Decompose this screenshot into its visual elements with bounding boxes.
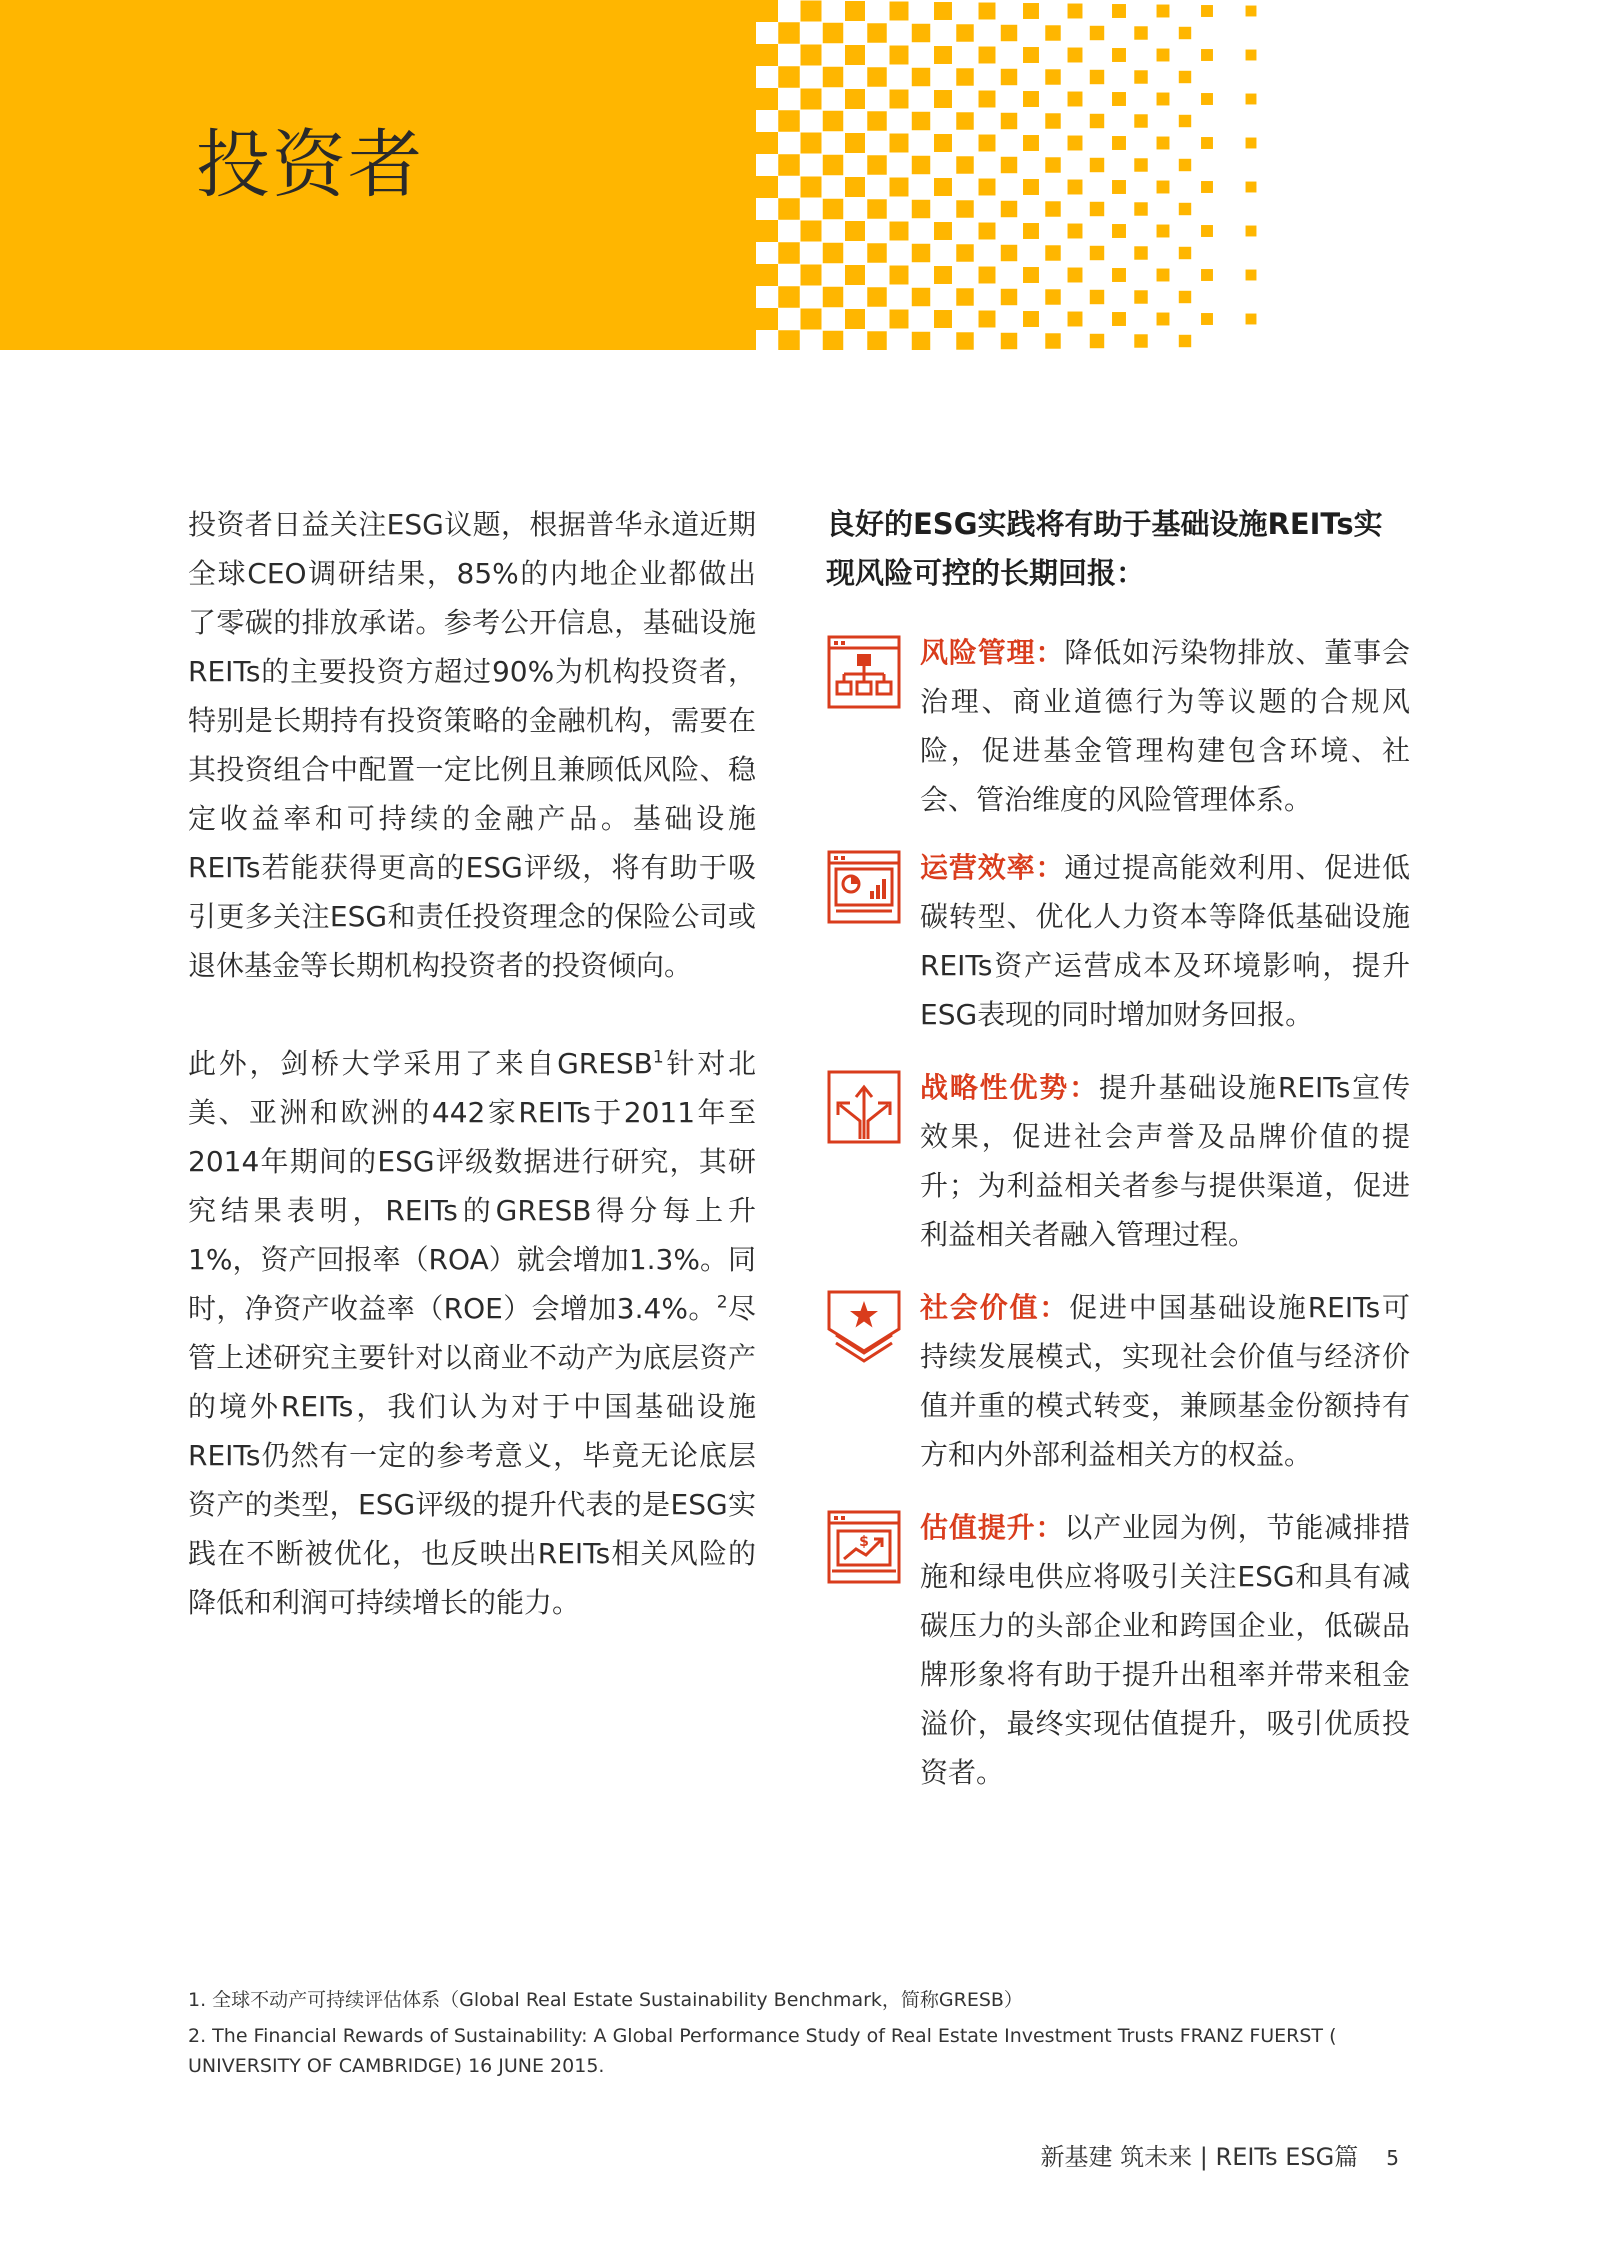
pattern-square (1068, 180, 1083, 195)
pattern-square (1246, 182, 1257, 193)
footnote-2: 2. The Financial Rewards of Sustainability: A Global Performance Study of Real Estate Investment Trusts FRANZ FUERST ( UNIVERSITY OF CAMBRIDGE) 16 JUNE 2015. (188, 2025, 1337, 2077)
pattern-square (756, 0, 778, 22)
pattern-square (1045, 113, 1060, 128)
pattern-square (1201, 49, 1213, 61)
pattern-square (912, 156, 930, 174)
star-chevron-badge-icon (826, 1289, 902, 1365)
pattern-square (1068, 224, 1083, 239)
left-column (188, 500, 756, 1627)
pattern-square (912, 332, 930, 350)
pattern-square (1134, 26, 1147, 39)
pattern-square (1134, 158, 1147, 171)
laptop-growth-icon (826, 1509, 902, 1585)
pattern-square (867, 287, 886, 306)
pattern-square (756, 88, 778, 110)
pattern-square (801, 265, 822, 286)
pattern-square (845, 1, 865, 21)
pattern-square (1045, 157, 1060, 172)
pattern-square (1023, 311, 1039, 327)
pattern-square (934, 178, 952, 196)
pattern-square (778, 198, 799, 219)
pattern-square (1134, 334, 1147, 347)
pattern-square (1090, 334, 1104, 348)
pattern-square (979, 267, 996, 284)
pattern-square (1001, 201, 1017, 217)
pattern-square (778, 110, 799, 131)
pattern-square (1201, 137, 1213, 149)
pattern-square (956, 200, 973, 217)
pattern-square (801, 177, 822, 198)
pattern-square (956, 156, 973, 173)
pattern-square (1246, 50, 1257, 61)
pattern-square (801, 309, 822, 330)
pattern-square (845, 265, 865, 285)
presentation-board-icon (826, 849, 902, 925)
pattern-square (823, 199, 843, 219)
pattern-square (1112, 48, 1126, 62)
pattern-square (1068, 4, 1083, 19)
pattern-square (1134, 70, 1147, 83)
pattern-square (1157, 225, 1170, 238)
pattern-square (890, 46, 909, 65)
pattern-square (934, 134, 952, 152)
pattern-square (1246, 314, 1257, 325)
pattern-square (845, 45, 865, 65)
benefit-text: 估值提升：以产业园为例，节能减排措施和绿电供应将吸引关注ESG和具有减碳压力的头部企业和跨国企业，低碳品牌形象将有助于提升出租率并带来租金溢价，最终实现估值提升，吸引优质投资者。 (920, 1511, 1410, 1789)
pattern-square (979, 3, 996, 20)
pattern-square (778, 330, 799, 350)
pattern-square (867, 243, 886, 262)
pattern-square (1179, 159, 1191, 171)
pattern-square (801, 45, 822, 66)
pattern-square (956, 24, 973, 41)
pattern-square (1090, 114, 1104, 128)
pattern-square (934, 310, 952, 328)
pattern-square (1090, 158, 1104, 172)
benefit-text: 战略性优势：提升基础设施REITs宣传效果，促进社会声誉及品牌价值的提升；为利益相关者参与提供渠道，促进利益相关者融入管理过程。 (920, 1071, 1410, 1251)
pattern-square (756, 308, 778, 330)
pattern-square (756, 44, 778, 66)
pattern-square (1179, 291, 1191, 303)
pattern-square (823, 331, 843, 350)
footnotes (188, 1985, 1398, 2087)
pattern-square (1023, 267, 1039, 283)
pattern-square (778, 286, 799, 307)
pattern-square (823, 67, 843, 87)
pattern-square (1068, 312, 1083, 327)
benefits-heading: 良好的ESG实践将有助于基础设施REITs实现风险可控的长期回报： (826, 507, 1383, 590)
pattern-square (890, 134, 909, 153)
pattern-square (912, 244, 930, 262)
pattern-square (912, 112, 930, 130)
pattern-square (1246, 226, 1257, 237)
pattern-square (979, 223, 996, 240)
pattern-square (778, 66, 799, 87)
pattern-square (1246, 138, 1257, 149)
pattern-square (867, 331, 886, 350)
footnote-ref-2: 2 (716, 1292, 728, 1313)
pattern-square (1001, 25, 1017, 41)
pattern-square (1134, 246, 1147, 259)
pattern-square (1157, 181, 1170, 194)
pattern-square (1023, 91, 1039, 107)
pattern-square (1134, 202, 1147, 215)
pattern-square (1112, 312, 1126, 326)
pattern-square (956, 112, 973, 129)
pattern-square (1112, 180, 1126, 194)
pattern-square (890, 222, 909, 241)
pattern-square (890, 178, 909, 197)
pattern-square (1045, 69, 1060, 84)
pattern-square (1201, 269, 1213, 281)
benefit-text: 运营效率：通过提高能效利用、促进低碳转型、优化人力资本等降低基础设施REITs资产运营成本及环境影响，提升ESG表现的同时增加财务回报。 (920, 851, 1410, 1031)
pattern-square (1179, 27, 1191, 39)
pattern-square (756, 264, 778, 286)
pattern-square (823, 287, 843, 307)
pattern-square (1112, 4, 1126, 18)
pattern-square (1045, 201, 1060, 216)
pattern-square (934, 2, 952, 20)
pattern-square (1090, 70, 1104, 84)
pattern-square (979, 135, 996, 152)
pattern-square (778, 242, 799, 263)
pattern-square (801, 1, 822, 22)
pattern-square (1201, 313, 1213, 325)
pattern-square (956, 244, 973, 261)
pattern-square (1134, 114, 1147, 127)
pattern-square (1201, 225, 1213, 237)
pattern-square (912, 288, 930, 306)
page-number: 5 (1386, 2146, 1399, 2170)
pattern-square (845, 89, 865, 109)
pattern-square (934, 222, 952, 240)
pattern-square (1001, 333, 1017, 349)
benefit-text: 社会价值：促进中国基础设施REITs可持续发展模式，实现社会价值与经济价值并重的模式转变，兼顾基金份额持有方和内外部利益相关方的权益。 (920, 1291, 1410, 1471)
pattern-square (1090, 246, 1104, 260)
pattern-square (778, 154, 799, 175)
pattern-square (1045, 289, 1060, 304)
pattern-square (1001, 289, 1017, 305)
pattern-square (1001, 245, 1017, 261)
pattern-square (845, 221, 865, 241)
pattern-square (912, 68, 930, 86)
pattern-square (1246, 6, 1257, 17)
pattern-square (1179, 71, 1191, 83)
pattern-square (979, 47, 996, 64)
pattern-square (823, 23, 843, 43)
pattern-square (867, 23, 886, 42)
pattern-square (823, 155, 843, 175)
pattern-square (890, 310, 909, 329)
pattern-square (867, 67, 886, 86)
pattern-square (956, 68, 973, 85)
pattern-square (912, 200, 930, 218)
pattern-square (801, 221, 822, 242)
pattern-square (956, 288, 973, 305)
header-banner (0, 0, 756, 350)
pattern-square (1112, 268, 1126, 282)
pattern-square (1179, 203, 1191, 215)
pattern-square (756, 132, 778, 154)
benefit-text: 风险管理：降低如污染物排放、董事会治理、商业道德行为等议题的合规风险，促进基金管理构建包含环境、社会、管治维度的风险管理体系。 (920, 636, 1410, 816)
pattern-square (956, 332, 973, 349)
pattern-square (1179, 247, 1191, 259)
pattern-square (934, 46, 952, 64)
pattern-square (1045, 25, 1060, 40)
pattern-square (1068, 268, 1083, 283)
pattern-square (1001, 113, 1017, 129)
pattern-square (1201, 181, 1213, 193)
pattern-square (867, 199, 886, 218)
pattern-square (756, 220, 778, 242)
pattern-square (1001, 69, 1017, 85)
pattern-square (912, 24, 930, 42)
pattern-square (979, 311, 996, 328)
pattern-square (1201, 93, 1213, 105)
pattern-square (1045, 245, 1060, 260)
pattern-square (823, 111, 843, 131)
pattern-square (934, 266, 952, 284)
pattern-square (845, 309, 865, 329)
checker-pattern (756, 0, 1276, 350)
page-title: 投资者 (196, 122, 424, 208)
pattern-square (756, 176, 778, 198)
pattern-square (1090, 202, 1104, 216)
pattern-square (801, 133, 822, 154)
pattern-square (1179, 335, 1191, 347)
pattern-square (1112, 136, 1126, 150)
footnote-1: 1. 全球不动产可持续评估体系（Global Real Estate Sustainability Benchmark，简称GRESB） (188, 1989, 1023, 2011)
pattern-square (1157, 137, 1170, 150)
pattern-square (1157, 313, 1170, 326)
svg-text:$: $ (859, 1534, 869, 1550)
pattern-square (1068, 136, 1083, 151)
page-footer (1041, 2137, 1399, 2172)
pattern-square (1068, 92, 1083, 107)
pattern-square (1246, 270, 1257, 281)
pattern-square (1045, 333, 1060, 348)
pattern-square (890, 90, 909, 109)
pattern-square (1023, 47, 1039, 63)
pattern-square (1001, 157, 1017, 173)
right-column (826, 500, 1410, 1789)
pattern-square (934, 90, 952, 108)
pattern-square (1179, 115, 1191, 127)
pattern-square (1023, 223, 1039, 239)
pattern-square (1157, 5, 1170, 18)
pattern-square (1023, 135, 1039, 151)
pattern-square (1090, 290, 1104, 304)
pattern-square (778, 22, 799, 43)
publication-title: 新基建 筑未来 | REITs ESG篇 (1040, 2143, 1359, 2171)
pattern-square (1112, 92, 1126, 106)
research-paragraph: 此外，剑桥大学采用了来自GRESB$^1$针对北美、亚洲和欧洲的442家REITs于2011年至2014年期间的ESG评级数据进行研究，其研究结果表明，REITs的GRESB得分每上升1%，资产回报率（ROA）就会增加1.3%。同时，净资产收益率（ROE）会增加3.4%。$^2$尽管上述研究主要针对以商业不动产为底层资产的境外REITs，我们认为对于中国基础设施REITs仍然有一定的参考意义，毕竟无论底层资产的类型，ESG评级的提升代表的是ESG实践在不断被优化，也反映出REITs相关风险的降低和利润可持续增长的能力。 (188, 1047, 756, 1619)
pattern-square (1068, 48, 1083, 63)
intro-paragraph: 投资者日益关注ESG议题，根据普华永道近期全球CEO调研结果，85%的内地企业都做出了零碳的排放承诺。参考公开信息，基础设施REITs的主要投资方超过90%为机构投资者，特别是长期持有投资策略的金融机构，需要在其投资组合中配置一定比例且兼顾低风险、稳定收益率和可持续的金融产品。基础设施REITs若能获得更高的ESG评级，将有助于吸引更多关注ESG和责任投资理念的保险公司或退休基金等长期机构投资者的投资倾向。 (188, 508, 756, 982)
org-chart-icon (826, 634, 902, 710)
pattern-square (979, 91, 996, 108)
pattern-square (1157, 269, 1170, 282)
pattern-square (845, 133, 865, 153)
pattern-square (823, 243, 843, 263)
pattern-square (801, 89, 822, 110)
pattern-square (890, 2, 909, 21)
diverging-arrows-icon (826, 1069, 902, 1145)
pattern-square (1112, 224, 1126, 238)
pattern-square (890, 266, 909, 285)
pattern-square (1134, 290, 1147, 303)
pattern-square (1023, 3, 1039, 19)
pattern-square (867, 111, 886, 130)
pattern-square (1246, 94, 1257, 105)
pattern-square (1201, 5, 1213, 17)
footnote-ref-1: 1 (652, 1047, 664, 1068)
pattern-square (1157, 49, 1170, 62)
pattern-square (1157, 93, 1170, 106)
pattern-square (845, 177, 865, 197)
pattern-square (1023, 179, 1039, 195)
pattern-square (1090, 26, 1104, 40)
pattern-square (867, 155, 886, 174)
pattern-square (979, 179, 996, 196)
